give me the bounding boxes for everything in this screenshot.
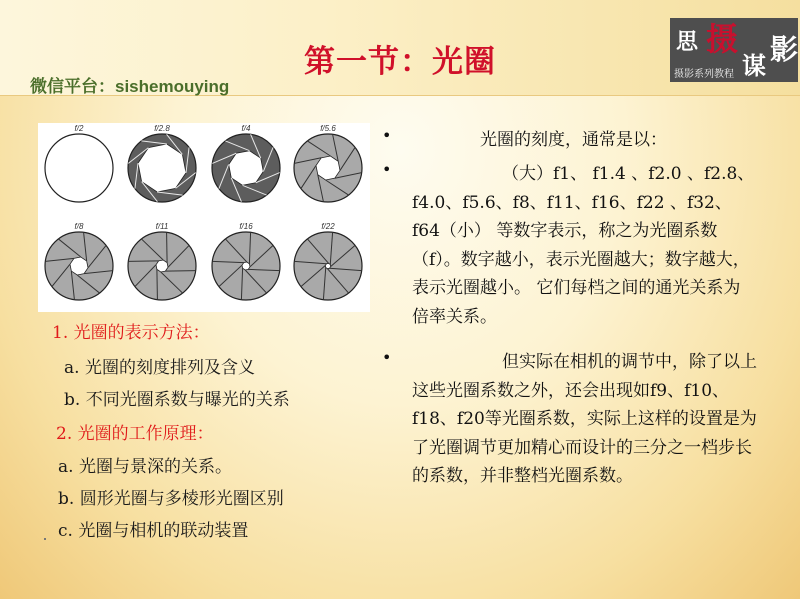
wechat-platform-label: 微信平台：sishemouying bbox=[30, 77, 230, 96]
paragraph-text: 但实际在相机的调节中，除了以上这些光圈系数之外，还会出现如f9、f10、f18、f20等光圈系数，实际上这样的设置是为了光圈调节更加精心而设计的三分之一档步长的系数，并非整档光圈系数。 bbox=[412, 352, 757, 486]
aperture-label: f/2 bbox=[74, 124, 84, 133]
aperture-label: f/4 bbox=[241, 124, 251, 133]
logo-char-ying: 影 bbox=[770, 33, 799, 66]
outline-item-2a: a. 光圈与景深的关系。 bbox=[58, 457, 232, 477]
logo-char-she: 摄 bbox=[706, 20, 739, 58]
aperture-label: f/8 bbox=[74, 222, 84, 231]
aperture-label: f/5.6 bbox=[320, 124, 336, 133]
aperture-blade-edge bbox=[128, 261, 158, 262]
outline-item-1b: b. 不同光圈系数与曝光的关系 bbox=[64, 390, 290, 410]
outline-heading-2: 2. 光圈的工作原理： bbox=[56, 424, 214, 444]
aperture-1 bbox=[45, 124, 113, 202]
aperture-3 bbox=[212, 124, 280, 202]
aperture-diagram bbox=[38, 123, 370, 312]
aperture-ring bbox=[45, 134, 113, 202]
aperture-5 bbox=[45, 222, 113, 300]
logo-subtitle: 摄影系列教程 bbox=[674, 69, 734, 80]
bullet-marker: • bbox=[382, 160, 392, 179]
aperture-blade-edge bbox=[167, 232, 168, 262]
paragraph-text: 光圈的刻度，通常是以： bbox=[480, 130, 667, 150]
logo-char-si: 思 bbox=[676, 29, 699, 55]
course-logo bbox=[670, 18, 798, 82]
aperture-opening bbox=[70, 257, 88, 275]
paragraph-text: （大）f1、 f1.4 、f2.0 、f2.8、f4.0、f5.6、f8、f11、f16、f22 、f32、f64（小） 等数字表示，称之为光圈系数（f）。数字越小，表示光圈越大；数字越大，表示光圈越小。 它们每档之间的通光关系为倍率关系。 bbox=[412, 164, 755, 327]
logo-char-mou: 谋 bbox=[742, 51, 766, 80]
aperture-6 bbox=[128, 222, 196, 300]
bullet-marker: • bbox=[382, 126, 392, 145]
aperture-blade-edge bbox=[157, 269, 158, 299]
outline-item-1a: a. 光圈的刻度排列及含义 bbox=[64, 358, 255, 378]
aperture-opening bbox=[316, 156, 340, 180]
outline-item-2c: c. 光圈与相机的联动装置 bbox=[58, 521, 249, 541]
aperture-4 bbox=[294, 124, 362, 202]
outline-heading-1: 1. 光圈的表示方法： bbox=[52, 323, 210, 343]
aperture-diagram-svg bbox=[38, 123, 370, 312]
aperture-label: f/22 bbox=[321, 222, 335, 231]
aperture-label: f/11 bbox=[155, 222, 169, 231]
aperture-8 bbox=[294, 222, 362, 300]
aperture-opening bbox=[156, 260, 168, 272]
aperture-2 bbox=[128, 124, 196, 202]
aperture-blade-edge bbox=[165, 271, 195, 272]
decorative-dot bbox=[44, 538, 46, 540]
aperture-7 bbox=[212, 222, 280, 300]
outline-item-2b: b. 圆形光圈与多棱形光圈区别 bbox=[58, 489, 284, 509]
aperture-label: f/2.8 bbox=[154, 124, 170, 133]
aperture-label: f/16 bbox=[239, 222, 253, 231]
bullet-marker: • bbox=[382, 348, 392, 367]
aperture-opening bbox=[242, 262, 250, 270]
slide-title: 第一节：光圈 bbox=[304, 44, 496, 80]
